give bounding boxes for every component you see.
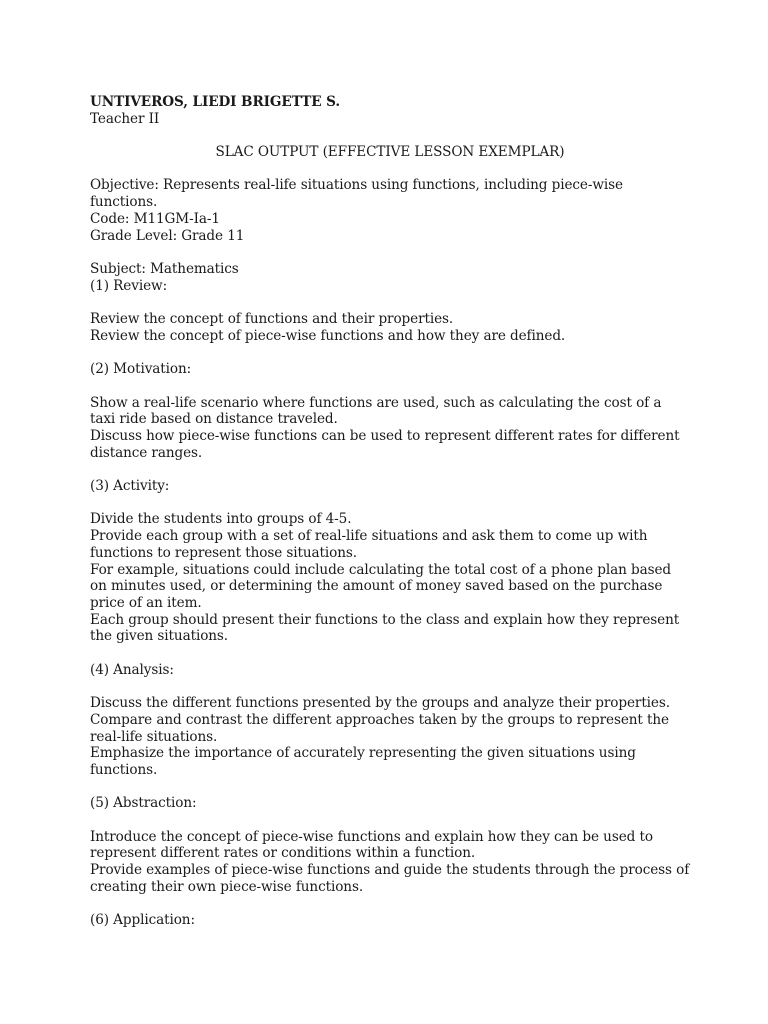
objective-text: Objective: Represents real-life situations using functions, including piece-wise functions. xyxy=(90,177,623,211)
abstraction-paragraph-1: Introduce the concept of piece-wise functions and explain how they can be used to represent different rates or conditions within a function. xyxy=(90,828,653,862)
spacer xyxy=(90,344,690,361)
section-heading-analysis: (4) Analysis: xyxy=(90,661,174,678)
analysis-paragraph-1: Discuss the different functions presented by the groups and analyze their properties. xyxy=(90,695,670,712)
section-heading-review: (1) Review: xyxy=(90,277,168,294)
spacer xyxy=(90,812,690,829)
activity-paragraph-1: Divide the students into groups of 4-5. xyxy=(90,511,352,528)
section-heading-abstraction: (5) Abstraction: xyxy=(90,795,197,812)
author-name: UNTIVEROS, LIEDI BRIGETTE S. xyxy=(90,94,340,110)
activity-paragraph-4: Each group should present their functions to the class and explain how they represent the given situations. xyxy=(90,611,680,645)
spacer xyxy=(90,378,690,395)
document-title: SLAC OUTPUT (EFFECTIVE LESSON EXEMPLAR) xyxy=(215,144,565,161)
spacer xyxy=(90,495,690,512)
subject-text: Subject: Mathematics xyxy=(90,260,239,277)
grade-level-text: Grade Level: Grade 11 xyxy=(90,227,245,244)
analysis-paragraph-3: Emphasize the importance of accurately representing the given situations using functions. xyxy=(90,745,636,778)
author-position: Teacher II xyxy=(90,110,160,127)
section-heading-motivation: (2) Motivation: xyxy=(90,361,192,378)
spacer xyxy=(90,678,690,695)
spacer xyxy=(90,896,690,913)
spacer xyxy=(90,294,690,311)
review-paragraph-2: Review the concept of piece-wise functions and how they are defined. xyxy=(90,327,566,344)
review-paragraph-1: Review the concept of functions and their properties. xyxy=(90,311,454,328)
activity-paragraph-2: Provide each group with a set of real-life situations and ask them to come up with functions to represent those situations. xyxy=(90,528,648,561)
analysis-paragraph-2: Compare and contrast the different approaches taken by the groups to represent the real-life situations. xyxy=(90,711,669,745)
abstraction-paragraph-2: Provide examples of piece-wise functions and guide the students through the process of creating their own piece-wise functions. xyxy=(90,862,690,895)
spacer xyxy=(90,779,690,796)
motivation-paragraph-2: Discuss how piece-wise functions can be used to represent different rates for different distance ranges. xyxy=(90,427,680,461)
motivation-paragraph-1: Show a real-life scenario where functions are used, such as calculating the cost of a taxi ride based on distance traveled. xyxy=(90,394,662,428)
spacer xyxy=(90,244,690,261)
spacer xyxy=(90,645,690,662)
spacer xyxy=(90,461,690,478)
activity-paragraph-3: For example, situations could include calculating the total cost of a phone plan based on minutes used, or determining the amount of money saved based on the purchase price of an item. xyxy=(90,561,672,611)
code-text: Code: M11GM-Ia-1 xyxy=(90,210,220,227)
document-body xyxy=(90,94,690,929)
section-heading-activity: (3) Activity: xyxy=(90,478,170,495)
section-heading-application: (6) Application: xyxy=(90,912,195,929)
